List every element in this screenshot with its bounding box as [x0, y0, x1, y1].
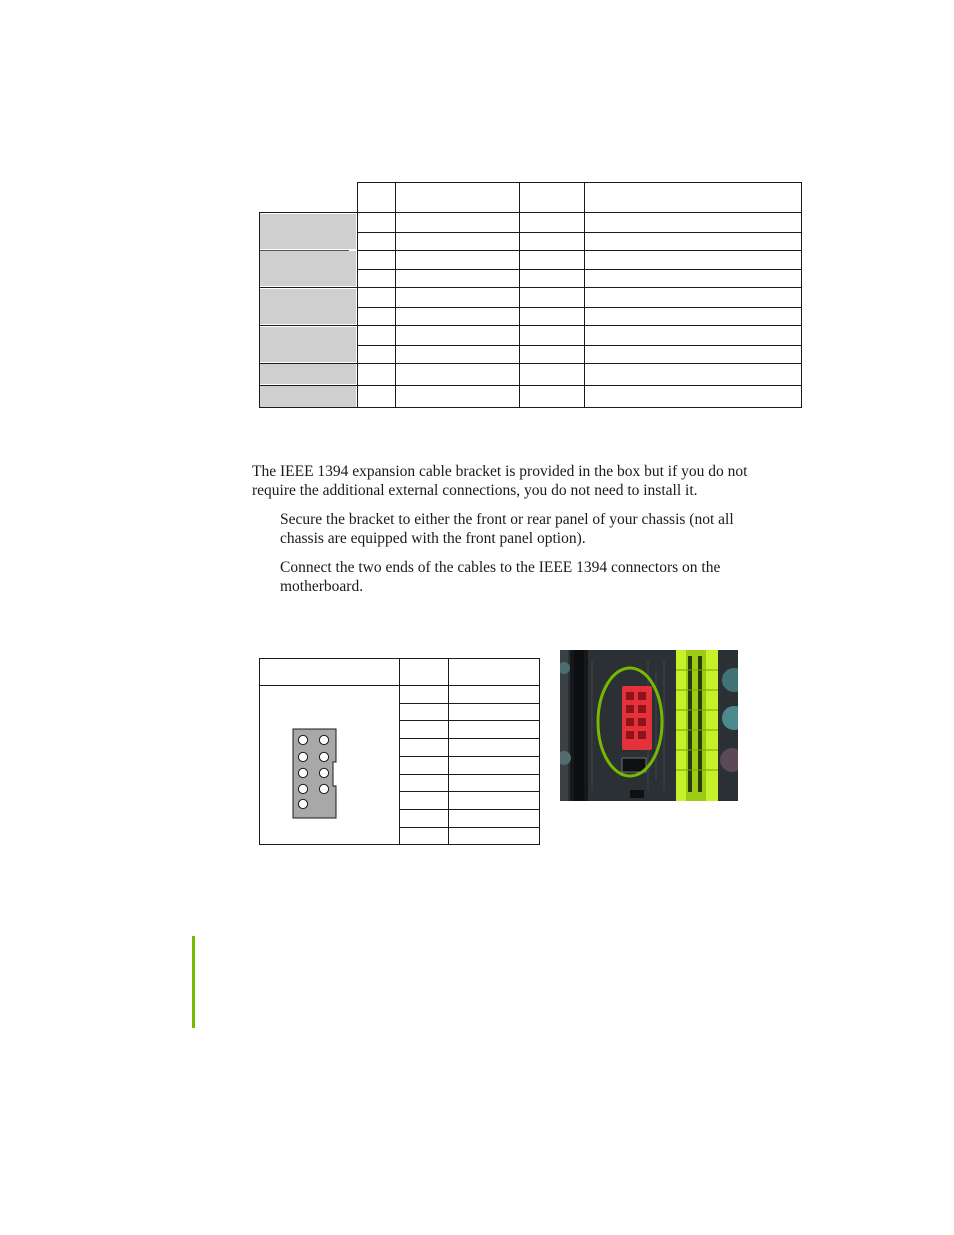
- margin-accent-bar: [192, 936, 195, 1028]
- group-cell: [260, 214, 356, 249]
- pin-hole: [298, 799, 307, 808]
- step-1-text: Secure the bracket to either the front or rear panel of your chassis (not all chassis are equipped with the front panel option).: [280, 511, 734, 547]
- pin-hole: [298, 784, 307, 793]
- group-cell: [260, 289, 356, 324]
- step-2-text: Connect the two ends of the cables to the IEEE 1394 connectors on the motherboard.: [280, 559, 721, 595]
- intro-paragraph: The IEEE 1394 expansion cable bracket is provided in the box but if you do not require the additional external connections, you do not need to install it.: [252, 463, 748, 499]
- pin-hole: [319, 752, 328, 761]
- group-cell: [260, 386, 356, 407]
- group-cell: [260, 327, 356, 362]
- pin-hole: [298, 768, 307, 777]
- pin-hole: [319, 784, 328, 793]
- pin-hole: [298, 752, 307, 761]
- group-cell: [260, 364, 356, 384]
- pin-header-diagram: [292, 728, 338, 820]
- group-cell: [260, 251, 356, 286]
- pin-hole: [319, 735, 328, 744]
- pin-hole: [298, 735, 307, 744]
- motherboard-photo: [560, 650, 738, 801]
- pin-hole: [319, 768, 328, 777]
